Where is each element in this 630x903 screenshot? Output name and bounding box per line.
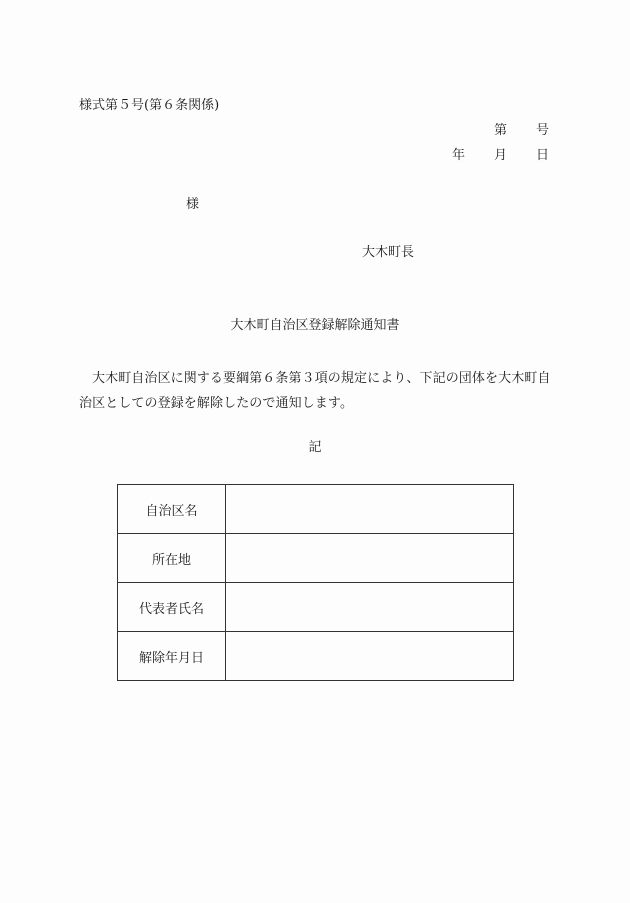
form-label: 様式第５号(第６条関係) bbox=[79, 98, 220, 113]
row-label: 自治区名 bbox=[118, 485, 226, 534]
table-row bbox=[118, 583, 514, 632]
date-month: 月 bbox=[493, 148, 507, 163]
date-day: 日 bbox=[535, 148, 549, 163]
detail-table bbox=[117, 484, 514, 681]
table-row bbox=[118, 632, 514, 681]
row-label: 解除年月日 bbox=[118, 632, 226, 681]
document-title: 大木町自治区登録解除通知書 bbox=[230, 318, 400, 333]
table-row bbox=[118, 534, 514, 583]
row-label: 所在地 bbox=[118, 534, 226, 583]
row-value bbox=[226, 632, 514, 681]
body-paragraph: 大木町自治区に関する要綱第６条第３項の規定により、下記の団体を大木町自治区としての登録を解除したので通知します。 bbox=[79, 371, 551, 411]
ki-heading: 記 bbox=[308, 440, 322, 455]
row-value bbox=[226, 534, 514, 583]
table-row bbox=[118, 485, 514, 534]
sender: 大木町長 bbox=[362, 245, 415, 260]
row-label: 代表者氏名 bbox=[118, 583, 226, 632]
row-value bbox=[226, 485, 514, 534]
document-number-line bbox=[494, 124, 549, 137]
doc-number-suffix: 号 bbox=[535, 123, 549, 138]
date-year: 年 bbox=[451, 148, 465, 163]
recipient-line: 様 bbox=[186, 197, 200, 212]
doc-number-prefix: 第 bbox=[493, 123, 507, 138]
row-value bbox=[226, 583, 514, 632]
date-line bbox=[452, 149, 549, 162]
